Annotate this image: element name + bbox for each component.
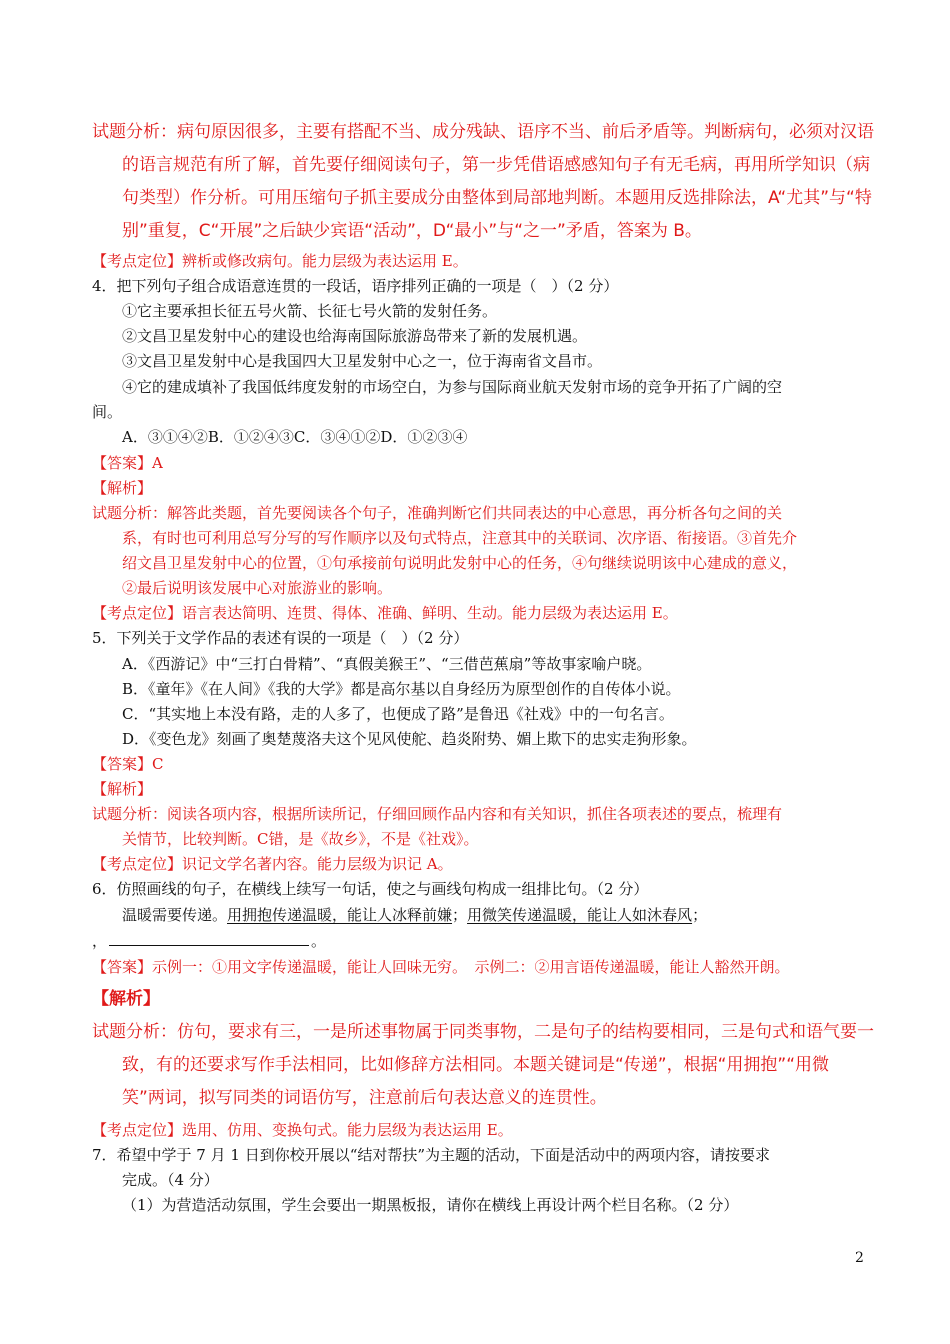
q6-prefix: 温暖需要传递。 (122, 906, 228, 924)
question-5: 5．下列关于文学作品的表述有误的一项是（ ）（2 分） (92, 629, 469, 647)
page-number: 2 (855, 1250, 864, 1266)
q6-underlined-1: 用拥抱传递温暖，能让人冰释前嫌 (227, 906, 453, 924)
q5-option-d: D．《变色龙》刻画了奥楚蔑洛夫这个见风使舵、趋炎附势、媚上欺下的忠实走狗形象。 (122, 730, 697, 748)
q6-example-line (122, 903, 707, 927)
question-7-line-2: 完成。（4 分） (122, 1171, 219, 1189)
analysis-6-line-1: 试题分析：仿句，要求有三，一是所述事物属于同类事物，二是句子的结构要相同，三是句式和语气要一 (92, 1022, 874, 1042)
topic-5: 【考点定位】识记文学名著内容。能力层级为识记 A。 (92, 855, 453, 873)
q4-sentence-3: ③文昌卫星发射中心是我国四大卫星发射中心之一，位于海南省文昌市。 (122, 352, 603, 370)
q4-sentence-2: ②文昌卫星发射中心的建设也给海南国际旅游岛带来了新的发展机遇。 (122, 327, 588, 345)
q6-end-mark: ； (692, 906, 708, 924)
analysis-5-line-1: 试题分析：阅读各项内容，根据所读所记，仔细回顾作品内容和有关知识，抓住各项表述的要点，梳理有 (92, 805, 783, 823)
topic-4: 【考点定位】语言表达简明、连贯、得体、准确、鲜明、生动。能力层级为表达运用 E。 (92, 604, 678, 622)
jiexi-4: 【解析】 (92, 479, 153, 497)
analysis-4-line-3: 绍文昌卫星发射中心的位置，①句承接前句说明此发射中心的任务，④句继续说明该中心建成的意义， (122, 554, 798, 572)
topic-6: 【考点定位】选用、仿用、变换句式。能力层级为表达运用 E。 (92, 1121, 513, 1139)
analysis-5-line-2: 关情节，比较判断。C错，是《故乡》，不是《社戏》。 (122, 830, 479, 848)
q6-period: 。 (311, 932, 327, 950)
q6-blank-line (92, 929, 326, 953)
question-6: 6．仿照画线的句子，在横线上续写一句话，使之与画线句构成一组排比句。（2 分） (92, 880, 649, 898)
jiexi-5: 【解析】 (92, 780, 153, 798)
q6-comma: ， (92, 932, 108, 950)
q5-option-c: C．“其实地上本没有路，走的人多了，也便成了路”是鲁迅《社戏》中的一句名言。 (122, 705, 674, 723)
answer-5: 【答案】C (92, 755, 164, 773)
topic-3: 【考点定位】辨析或修改病句。能力层级为表达运用 E。 (92, 252, 468, 270)
q4-options: A．③①④②B．①②④③C．③④①②D．①②③④ (122, 428, 468, 446)
answer-6: 【答案】示例一：①用文字传递温暖，能让人回味无穷。 示例二：②用言语传递温暖，能让人豁然开朗。 (92, 958, 790, 976)
q4-sentence-4b: 间。 (92, 403, 123, 421)
question-7-line-1: 7．希望中学于 7 月 1 日到你校开展以“结对帮扶”为主题的活动，下面是活动中的两项内容，请按要求 (92, 1146, 771, 1164)
q6-underlined-2: 用微笑传递温暖，能让人如沐春风 (467, 906, 693, 924)
question-4: 4．把下列句子组合成语意连贯的一段话，语序排列正确的一项是（ ）（2 分） (92, 277, 619, 295)
analysis-4-line-2: 系，有时也可利用总写分写的写作顺序以及句式特点，注意其中的关联词、次序语、衔接语。③首先介 (122, 529, 798, 547)
analysis-3-line-2: 的语言规范有所了解，首先要仔细阅读句子，第一步凭借语感感知句子有无毛病，再用所学知识（病 (122, 155, 870, 175)
q5-option-a: A．《西游记》中“三打白骨精”、“真假美猴王”、“三借芭蕉扇”等故事家喻户晓。 (122, 655, 652, 673)
q6-separator: ； (452, 906, 468, 924)
analysis-3-line-1: 试题分析：病句原因很多，主要有搭配不当、成分残缺、语序不当、前后矛盾等。判断病句，必须对汉语 (92, 122, 874, 142)
q4-sentence-1: ①它主要承担长征五号火箭、长征七号火箭的发射任务。 (122, 302, 498, 320)
analysis-3-line-3: 句类型）作分析。可用压缩句子抓主要成分由整体到局部地判断。本题用反选排除法，A“尤其”与“特 (122, 188, 872, 208)
analysis-4-line-1: 试题分析：解答此类题，首先要阅读各个句子，准确判断它们共同表达的中心意思，再分析各句之间的关 (92, 504, 783, 522)
question-7-part-1: （1）为营造活动氛围，学生会要出一期黑板报，请你在横线上再设计两个栏目名称。（2 分） (122, 1196, 739, 1214)
q6-answer-blank[interactable] (109, 931, 309, 946)
answer-4: 【答案】A (92, 454, 163, 472)
analysis-6-line-2: 致，有的还要求写作手法相同，比如修辞方法相同。本题关键词是“传递”，根据“用拥抱”“用微 (122, 1055, 830, 1075)
analysis-4-line-4: ②最后说明该发展中心对旅游业的影响。 (122, 579, 393, 597)
analysis-3-line-4: 别”重复，C“开展”之后缺少宾语“活动”，D“最小”与“之一”矛盾，答案为 B。 (122, 221, 702, 241)
analysis-6-line-3: 笑”两词，拟写同类的词语仿写，注意前后句表达意义的连贯性。 (122, 1088, 607, 1108)
q4-sentence-4a: ④它的建成填补了我国低纬度发射的市场空白，为参与国际商业航天发射市场的竞争开拓了广阔的空 (122, 378, 783, 396)
q5-option-b: B．《童年》《在人间》《我的大学》都是高尔基以自身经历为原型创作的自传体小说。 (122, 680, 681, 698)
jiexi-6: 【解析】 (92, 989, 160, 1009)
